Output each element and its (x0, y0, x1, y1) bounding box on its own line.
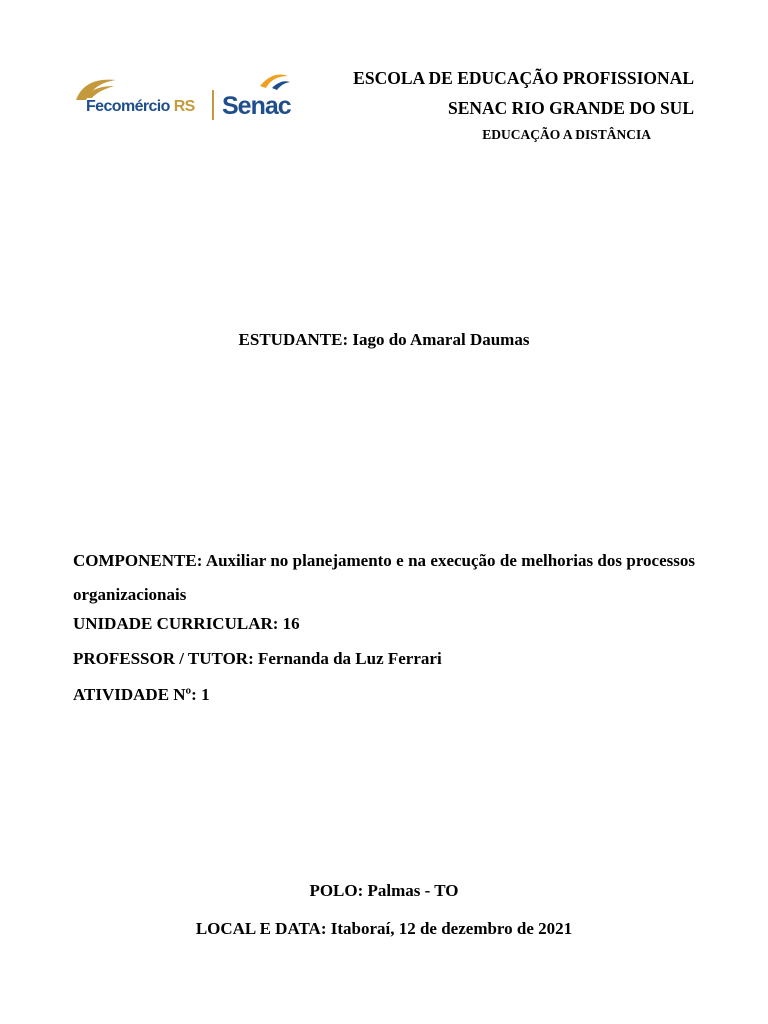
location-date-field: LOCAL E DATA: Itaboraí, 12 de dezembro de 2021 (195, 919, 573, 938)
institution-region: SENAC RIO GRANDE DO SUL (447, 98, 694, 118)
professor-field: PROFESSOR / TUTOR: Fernanda da Luz Ferrari (73, 649, 442, 668)
logo-divider (212, 90, 214, 120)
curricular-unit-field: UNIDADE CURRICULAR: 16 (73, 614, 300, 633)
student-name: ESTUDANTE: Iago do Amaral Daumas (238, 330, 530, 349)
polo-field: POLO: Palmas - TO (309, 881, 459, 900)
fecomercio-senac-logo (72, 70, 297, 122)
institution-name: ESCOLA DE EDUCAÇÃO PROFISSIONAL (353, 68, 694, 88)
senac-wordmark: Senac (222, 92, 291, 120)
fecomercio-wordmark: Fecomércio RS (86, 98, 195, 115)
activity-number-field: ATIVIDADE Nº: 1 (73, 685, 210, 704)
component-field: COMPONENTE: Auxiliar no planejamento e na execução de melhorias dos processos organizacionais (73, 551, 695, 604)
education-mode: EDUCAÇÃO A DISTÂNCIA (482, 127, 651, 142)
